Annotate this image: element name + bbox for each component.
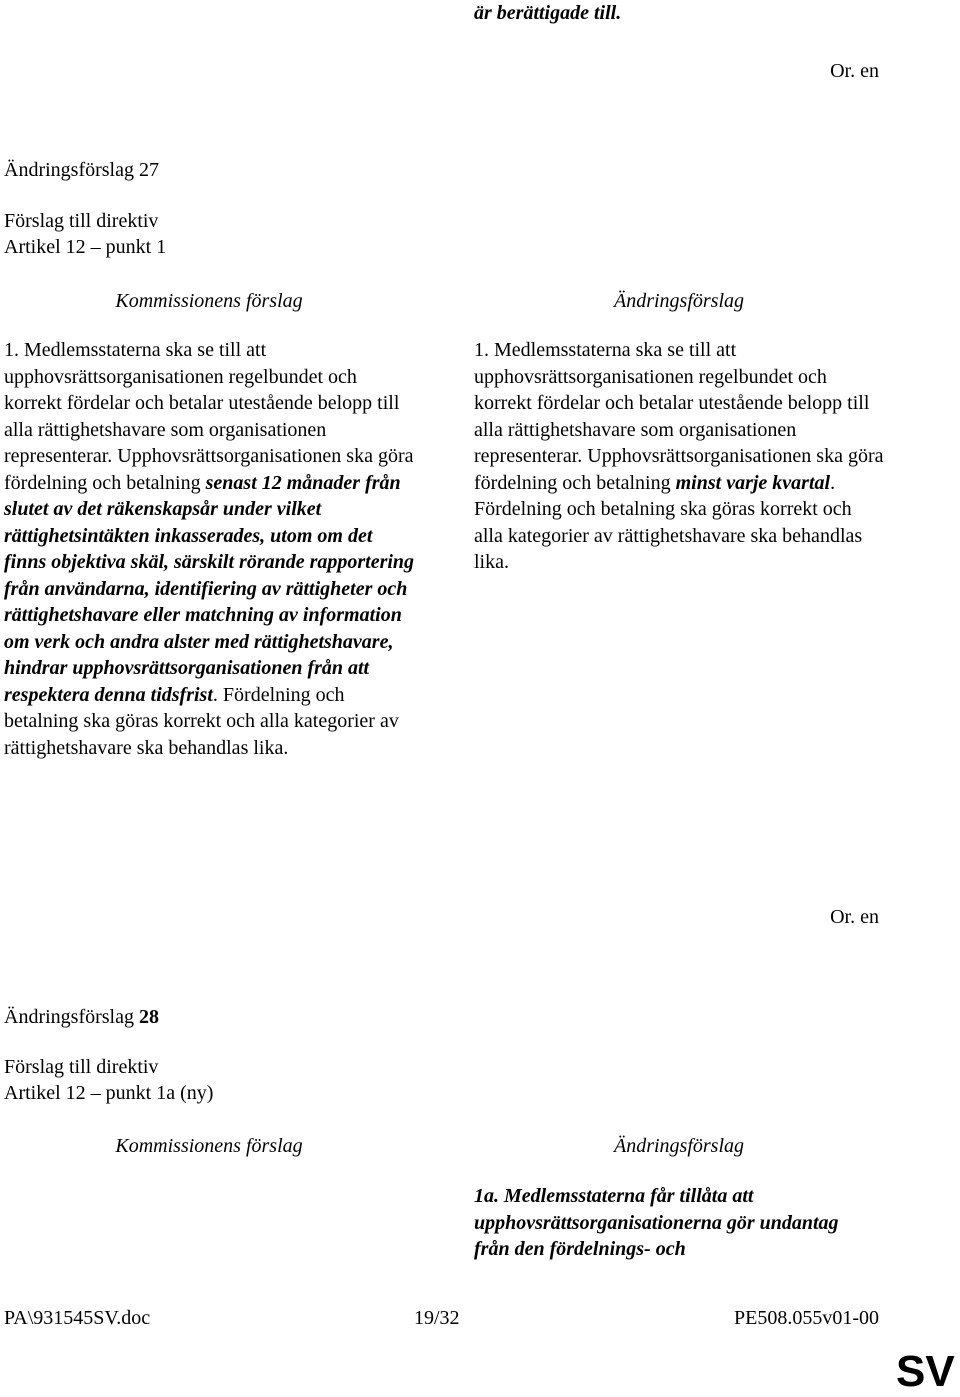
amendment-text-changed: minst varje kvartal bbox=[675, 471, 831, 494]
col-left-header-28: Kommissionens förslag bbox=[115, 1135, 303, 1157]
amendment-title: Ändringsförslag bbox=[4, 1006, 134, 1028]
amendment-number: 27 bbox=[138, 159, 159, 181]
amendment-text-plain: 1. Medlemsstaterna ska se till att upphovsrättsorganisationen regelbundet och korrekt fördelar och betalar utestående belopp till alla rättighetshavare som organisationen representerar. Upphovsrättsorganisationen ska göra fördelning och betalning bbox=[474, 339, 884, 494]
footer-page-number: 19/32 bbox=[414, 1307, 460, 1329]
amendment-heading-27 bbox=[4, 157, 159, 183]
commission-text-plain: 1. Medlemsstaterna ska se till att upphovsrättsorganisationen regelbundet och korrekt fördelar och betalar utestående belopp till alla rättighetshavare som organisationen representerar. Upphovsrättsorganisationen ska göra fördelning och betalning bbox=[4, 339, 414, 494]
amendment-text-28: 1a. Medlemsstaterna får tillåta att upphovsrättsorganisationerna gör undantag från den fördelnings- och bbox=[474, 1185, 839, 1260]
footer-language-code: SV bbox=[896, 1347, 955, 1396]
article-ref-28: Artikel 12 – punkt 1a (ny) bbox=[4, 1082, 214, 1104]
proposal-label-28: Förslag till direktiv bbox=[4, 1056, 159, 1078]
col-right-header-27: Ändringsförslag bbox=[613, 290, 745, 312]
amendment-heading-28 bbox=[4, 1004, 159, 1030]
commission-text-changed: senast 12 månader från slutet av det räkenskapsår under vilket rättighetsintäkten inkasserades, utom om det finns objektiva skäl, särskilt rörande rapportering från användarna, identifiering av rättigheter och rättighetshavare eller matchning av information om verk och andra alster med rättighetshavare, hindrar upphovsrättsorganisationen från att respektera denna tidsfrist bbox=[4, 471, 415, 706]
amendment-title: Ändringsförslag bbox=[4, 159, 134, 181]
or-lang-27: Or. en bbox=[830, 60, 879, 82]
amendment-text-27 bbox=[474, 337, 884, 576]
commission-text-27 bbox=[4, 337, 416, 761]
amendment-text-plain-end: . Fördelning och betalning ska göras korrekt och alla kategorier av rättighetshavare ska behandlas lika. bbox=[474, 471, 863, 573]
footer-pe-ref: PE508.055v01-00 bbox=[734, 1307, 879, 1329]
article-ref-27: Artikel 12 – punkt 1 bbox=[4, 236, 167, 258]
col-right-header-28: Ändringsförslag bbox=[613, 1135, 745, 1157]
top-fragment: är berättigade till. bbox=[474, 2, 622, 24]
footer-doc-ref: PA\931545SV.doc bbox=[4, 1307, 151, 1329]
amendment-number: 28 bbox=[138, 1006, 159, 1028]
col-left-header-27: Kommissionens förslag bbox=[115, 290, 303, 312]
proposal-label-27: Förslag till direktiv bbox=[4, 210, 159, 232]
commission-text-plain-end: . Fördelning och betalning ska göras korrekt och alla kategorier av rättighetshavare ska behandlas lika. bbox=[4, 683, 399, 759]
or-lang-28: Or. en bbox=[830, 906, 879, 928]
